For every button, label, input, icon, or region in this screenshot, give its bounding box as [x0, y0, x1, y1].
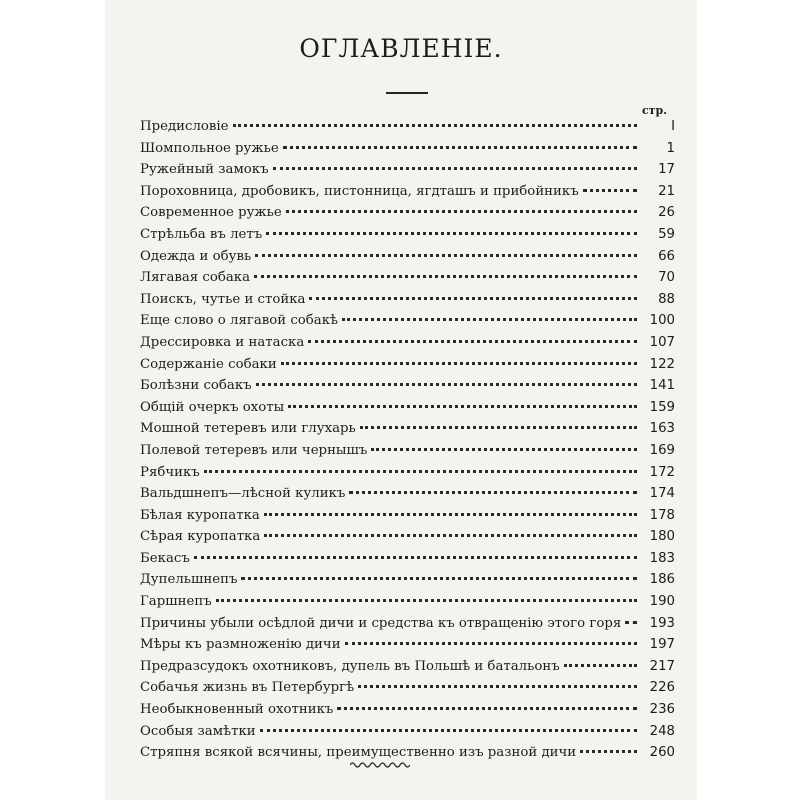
book-page — [105, 0, 697, 800]
dot-leader — [283, 145, 637, 149]
toc-entry-title: Особыя замѣтки — [140, 723, 256, 739]
toc-entry — [140, 443, 675, 465]
dot-leader — [337, 706, 637, 710]
toc-entry-title: Собачья жизнь въ Петербургѣ — [140, 680, 355, 696]
toc-entry-page: 66 — [658, 248, 675, 264]
dot-leader — [241, 576, 637, 580]
toc-entry-title: Шомпольное ружье — [140, 140, 279, 156]
toc-entry-page: 217 — [649, 658, 675, 674]
dot-leader — [371, 447, 637, 451]
dot-leader — [349, 490, 637, 494]
dot-leader — [288, 404, 637, 408]
dot-leader — [216, 598, 637, 602]
toc-entry-page: 26 — [658, 205, 675, 221]
toc-entry — [140, 680, 675, 702]
table-of-contents — [140, 119, 675, 767]
toc-entry-page: 100 — [649, 313, 675, 329]
toc-entry-page: 159 — [649, 399, 675, 415]
toc-entry-page: 88 — [658, 291, 675, 307]
toc-entry-title: Предразсудокъ охотниковъ, дупель въ Польшѣ и батальонъ — [140, 658, 560, 674]
toc-entry-title: Стрѣльба въ летъ — [140, 226, 263, 242]
toc-entry-title: Рябчикъ — [140, 464, 200, 480]
dot-leader — [264, 512, 637, 516]
toc-entry-title: Сѣрая куропатка — [140, 529, 261, 545]
dot-leader — [281, 361, 637, 365]
dot-leader — [625, 620, 637, 624]
toc-entry-title: Вальдшнепъ—лѣсной куликъ — [140, 486, 346, 502]
toc-entry — [140, 292, 675, 314]
toc-entry — [140, 724, 675, 746]
toc-entry — [140, 205, 675, 227]
toc-entry-page: 17 — [658, 162, 675, 178]
toc-entry-page: 186 — [649, 572, 675, 588]
dot-leader — [254, 274, 637, 278]
toc-entry-title: Необыкновенный охотникъ — [140, 702, 334, 718]
dot-leader — [264, 533, 637, 537]
toc-entry-page: 197 — [649, 637, 675, 653]
toc-entry-page: 178 — [649, 507, 675, 523]
dot-leader — [194, 555, 637, 559]
toc-entry-page: 236 — [649, 702, 675, 718]
toc-entry-page: I — [671, 119, 675, 134]
toc-entry-page: 193 — [649, 615, 675, 631]
toc-entry-title: Бѣлая куропатка — [140, 507, 260, 523]
toc-entry — [140, 378, 675, 400]
toc-entry-title: Ружейный замокъ — [140, 162, 269, 178]
toc-entry-page: 260 — [649, 745, 675, 761]
toc-entry-title: Предисловiе — [140, 119, 229, 134]
toc-entry — [140, 270, 675, 292]
dot-leader — [345, 641, 637, 645]
toc-entry — [140, 400, 675, 422]
toc-entry-page: 174 — [649, 486, 675, 502]
toc-entry-page: 226 — [649, 680, 675, 696]
toc-entry — [140, 249, 675, 271]
toc-entry — [140, 637, 675, 659]
toc-entry-page: 190 — [649, 594, 675, 610]
toc-entry — [140, 119, 675, 141]
dot-leader — [260, 728, 637, 732]
toc-entry-title: Мѣры къ размноженiю дичи — [140, 637, 341, 653]
toc-entry-page: 172 — [649, 464, 675, 480]
toc-entry — [140, 702, 675, 724]
toc-entry-title: Одежда и обувь — [140, 248, 252, 264]
toc-entry — [140, 594, 675, 616]
toc-entry-page: 21 — [658, 183, 675, 199]
toc-entry — [140, 227, 675, 249]
toc-entry-title: Гаршнепъ — [140, 594, 212, 610]
toc-entry-title: Мошной тетеревъ или глухарь — [140, 421, 356, 437]
toc-entry-title: Современное ружье — [140, 205, 282, 221]
toc-entry — [140, 184, 675, 206]
toc-entry — [140, 486, 675, 508]
dot-leader — [273, 166, 637, 170]
toc-entry — [140, 551, 675, 573]
toc-entry-page: 107 — [649, 334, 675, 350]
toc-entry — [140, 421, 675, 443]
toc-entry — [140, 508, 675, 530]
toc-entry-title: Бекасъ — [140, 550, 190, 566]
toc-entry-page: 180 — [649, 529, 675, 545]
dot-leader — [255, 253, 637, 257]
page-column-label: стр. — [641, 104, 667, 117]
toc-entry — [140, 162, 675, 184]
dot-leader — [580, 749, 637, 753]
toc-entry — [140, 659, 675, 681]
dot-leader — [360, 425, 637, 429]
toc-entry — [140, 335, 675, 357]
toc-entry-title: Лягавая собака — [140, 270, 251, 286]
toc-entry-title: Болѣзни собакъ — [140, 378, 252, 394]
toc-entry-page: 163 — [649, 421, 675, 437]
toc-entry — [140, 141, 675, 163]
dot-leader — [266, 231, 637, 235]
toc-entry-title: Стряпня всякой всячины, преимущественно изъ разной дичи — [140, 745, 577, 761]
toc-entry-title: Общiй очеркъ охоты — [140, 399, 285, 415]
dot-leader — [564, 663, 637, 667]
toc-entry-title: Пороховница, дробовикъ, пистонница, ягдташъ и прибойникъ — [140, 183, 579, 199]
toc-entry-page: 141 — [649, 378, 675, 394]
dot-leader — [286, 209, 637, 213]
toc-entry-page: 122 — [649, 356, 675, 372]
dot-leader — [342, 317, 637, 321]
ornament-wave — [350, 760, 410, 770]
toc-entry-title: Еще слово о лягавой собакѣ — [140, 313, 339, 329]
toc-entry-page: 70 — [658, 270, 675, 286]
dot-leader — [358, 684, 637, 688]
toc-entry — [140, 572, 675, 594]
toc-entry — [140, 465, 675, 487]
toc-entry-page: 248 — [649, 723, 675, 739]
toc-entry-page: 183 — [649, 550, 675, 566]
toc-entry-title: Дупельшнепъ — [140, 572, 238, 588]
toc-entry-title: Полевой тетеревъ или чернышъ — [140, 442, 368, 458]
toc-entry-page: 1 — [666, 140, 675, 156]
page-title: ОГЛАВЛЕНIЕ. — [299, 34, 503, 63]
toc-entry — [140, 313, 675, 335]
toc-entry-title: Содержанiе собаки — [140, 356, 277, 372]
toc-entry-page: 59 — [658, 226, 675, 242]
dot-leader — [308, 339, 637, 343]
dot-leader — [309, 296, 637, 300]
toc-entry — [140, 529, 675, 551]
toc-entry-title: Дрессировка и натаска — [140, 334, 305, 350]
toc-entry-title: Причины убыли осѣдлой дичи и средства къ отвращенiю этого горя — [140, 615, 622, 631]
dot-leader — [583, 188, 637, 192]
toc-entry — [140, 616, 675, 638]
toc-entry — [140, 357, 675, 379]
title-rule — [386, 92, 428, 94]
toc-entry-title: Поискъ, чутье и стойка — [140, 291, 306, 307]
toc-entry-page: 169 — [649, 442, 675, 458]
dot-leader — [204, 469, 637, 473]
dot-leader — [233, 123, 637, 127]
dot-leader — [256, 382, 637, 386]
